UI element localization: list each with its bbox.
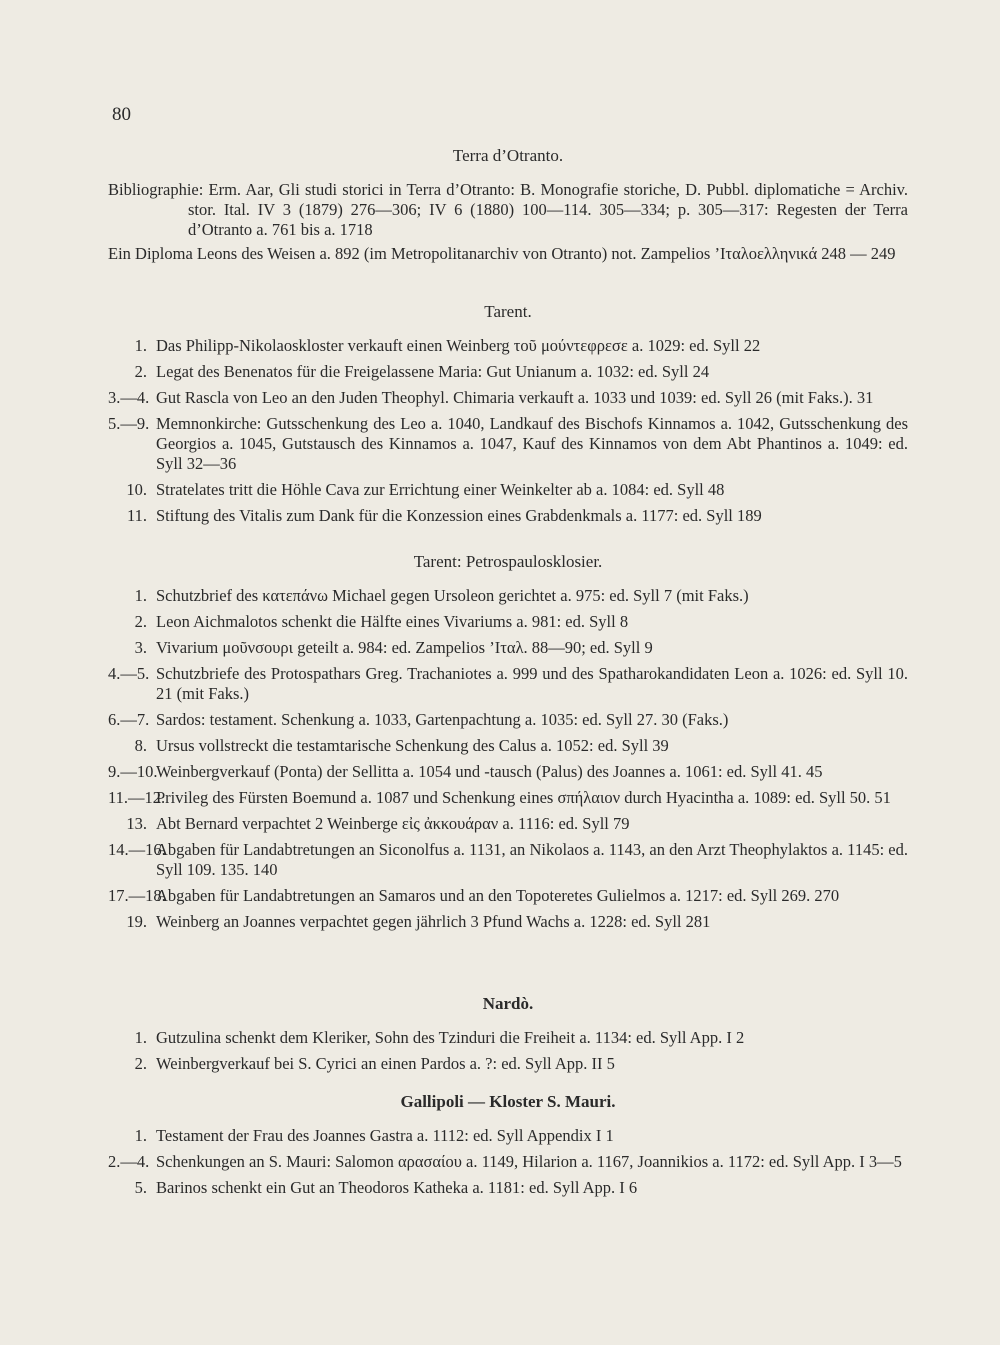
entry-text: Das Philipp-Nikolaoskloster verkauft einen Weinberg τοῦ μούντεφρεσε a. 1029: ed. Syll 22 [156, 336, 761, 355]
entry-number: 1. [134, 586, 147, 605]
list-item [108, 638, 908, 658]
entry-text: Barinos schenkt ein Gut an Theodoros Katheka a. 1181: ed. Syll App. I 6 [156, 1178, 638, 1197]
entry-number: 3. [134, 638, 147, 657]
entry-text: Ursus vollstreckt die testamtarische Schenkung des Calus a. 1052: ed. Syll 39 [156, 736, 669, 755]
section-tarent-petrospauloskloster [108, 552, 908, 938]
entry-text: Vivarium μοῦνσουρι geteilt a. 984: ed. Zampelios ’Ιταλ. 88—90; ed. Syll 9 [156, 638, 653, 657]
list-item [108, 612, 908, 632]
section-title: Tarent. [484, 302, 532, 321]
bibliography-paragraph: Bibliographie: Erm. Aar, Gli studi storici in Terra d’Otranto: B. Monografie storiche, D. Pubbl. diplomatiche = Archiv. stor. Ital. IV 3 (1879) 276—306; IV 6 (1880) 100—114. 305—334; p. 305—317: Regesten der Terra d’Otranto a. 761 bis a. 1718 [108, 180, 908, 239]
section-title: Gallipoli — Kloster S. Mauri. [400, 1092, 616, 1111]
entry-text: Stiftung des Vitalis zum Dank für die Konzession eines Grabdenkmals a. 1177: ed. Syll 189 [156, 506, 762, 525]
entry-text: Weinbergverkauf bei S. Cyrici an einen Pardos a. ?: ed. Syll App. II 5 [156, 1054, 615, 1073]
list-item [108, 1126, 908, 1146]
list-item [108, 414, 908, 474]
list-item [108, 1152, 908, 1172]
list-item [108, 480, 908, 500]
section-nardo [108, 994, 908, 1080]
list-item [108, 814, 908, 834]
list-item [108, 664, 908, 704]
entry-text: Weinberg an Joannes verpachtet gegen jährlich 3 Pfund Wachs a. 1228: ed. Syll 281 [156, 912, 711, 931]
list-item [108, 388, 908, 408]
section-terra-d-otranto [108, 146, 908, 268]
list-item [108, 762, 908, 782]
entry-text: Privileg des Fürsten Boemund a. 1087 und Schenkung eines σπήλαιον durch Hyacintha a. 1089: ed. Syll 50. 51 [156, 788, 891, 807]
list-item [108, 886, 908, 906]
entry-number: 13. [126, 814, 147, 833]
section-gallipoli [108, 1092, 908, 1204]
section-tarent [108, 302, 908, 532]
list-item [108, 710, 908, 730]
section-title: Nardò. [482, 994, 534, 1013]
entry-number: 2. [134, 362, 147, 381]
entry-number: 3.—4. [108, 388, 150, 407]
entry-text: Stratelates tritt die Höhle Cava zur Errichtung einer Weinkelter ab a. 1084: ed. Syll 48 [156, 480, 725, 499]
entry-text: Schutzbrief des κατεπάνω Michael gegen Ursoleon gerichtet a. 975: ed. Syll 7 (mit Faks.) [156, 586, 749, 605]
list-item [108, 840, 908, 880]
list-item [108, 736, 908, 756]
entry-text: Weinbergverkauf (Ponta) der Sellitta a. 1054 und -tausch (Palus) des Joannes a. 1061: ed. Syll 41. 45 [156, 762, 823, 781]
entry-text: Sardos: testament. Schenkung a. 1033, Gartenpachtung a. 1035: ed. Syll 27. 30 (Faks.) [156, 710, 729, 729]
entry-number: 10. [126, 480, 147, 499]
entry-number: 8. [134, 736, 147, 755]
list-item [108, 336, 908, 356]
entry-number: 11. [126, 506, 147, 525]
list-item [108, 506, 908, 526]
entry-text: Legat des Benenatos für die Freigelassene Maria: Gut Unianum a. 1032: ed. Syll 24 [156, 362, 710, 381]
entry-text: Gut Rascla von Leo an den Juden Theophyl. Chimaria verkauft a. 1033 und 1039: ed. Syll 26 (mit Faks.). 31 [156, 388, 874, 407]
section-title: Terra d’Otranto. [452, 146, 564, 165]
list-item [108, 1178, 908, 1198]
entry-text: Memnonkirche: Gutsschenkung des Leo a. 1040, Landkauf des Bischofs Kinnamos a. 1042, Gutsschenkung des Georgios a. 1045, Gutstausch des Kinnamos a. 1047, Kauf des Kinnamos von dem Abt Phantinos a. 1049: ed. Syll 32—36 [156, 414, 908, 473]
section-title: Tarent: Petrospaulosklosier. [413, 552, 603, 571]
entry-text: Schutzbriefe des Protospathars Greg. Trachaniotes a. 999 und des Spatharokandidaten Leon a. 1026: ed. Syll 10. 21 (mit Faks.) [156, 664, 908, 703]
list-item [108, 912, 908, 932]
entry-text: Schenkungen an S. Mauri: Salomon αρασαίου a. 1149, Hilarion a. 1167, Joannikios a. 1172: ed. Syll App. I 3—5 [156, 1152, 902, 1171]
list-item [108, 1028, 908, 1048]
entry-number: 14.—16. [108, 840, 166, 859]
entry-number: 2. [134, 612, 147, 631]
entry-number: 2. [134, 1054, 147, 1073]
entry-number: 1. [134, 1126, 147, 1145]
diploma-note: Ein Diploma Leons des Weisen a. 892 (im Metropolitanarchiv von Otranto) not. Zampelios ’Ιταλοελληνικά 248 — 249 [108, 244, 896, 263]
entry-number: 6.—7. [108, 710, 150, 729]
entry-text: Abgaben für Landabtretungen an Siconolfus a. 1131, an Nikolaos a. 1143, an den Arzt Theophylaktos a. 1145: ed. Syll 109. 135. 140 [156, 840, 908, 879]
entry-number: 5. [134, 1178, 147, 1197]
entry-number: 5.—9. [108, 414, 150, 433]
entry-text: Testament der Frau des Joannes Gastra a. 1112: ed. Syll Appendix I 1 [156, 1126, 614, 1145]
entry-text: Leon Aichmalotos schenkt die Hälfte eines Vivariums a. 981: ed. Syll 8 [156, 612, 629, 631]
entry-number: 9.—10. [108, 762, 158, 781]
entry-text: Abgaben für Landabtretungen an Samaros und an den Topoteretes Gulielmos a. 1217: ed. Syll 269. 270 [156, 886, 840, 905]
entry-number: 2.—4. [108, 1152, 150, 1171]
entry-text: Gutzulina schenkt dem Kleriker, Sohn des Tzinduri die Freiheit a. 1134: ed. Syll App. I 2 [156, 1028, 745, 1047]
entry-number: 1. [134, 1028, 147, 1047]
entry-number: 4.—5. [108, 664, 150, 683]
list-item [108, 362, 908, 382]
entry-text: Abt Bernard verpachtet 2 Weinberge εἰς ἀκκουάραν a. 1116: ed. Syll 79 [156, 814, 630, 833]
entry-number: 11.—12. [108, 788, 166, 807]
list-item [108, 586, 908, 606]
page-number: 80 [112, 104, 131, 125]
entry-number: 19. [126, 912, 147, 931]
entry-number: 1. [134, 336, 147, 355]
list-item [108, 1054, 908, 1074]
entry-number: 17.—18. [108, 886, 166, 905]
list-item [108, 788, 908, 808]
